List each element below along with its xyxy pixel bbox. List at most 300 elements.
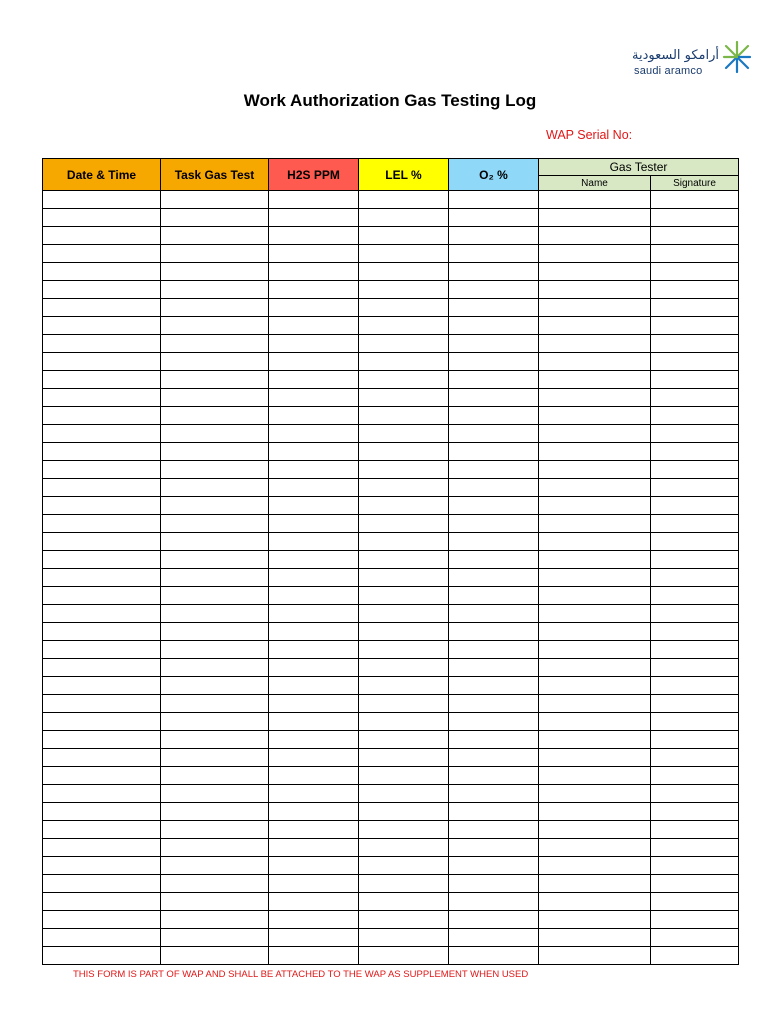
cell-date-time[interactable] — [43, 299, 161, 317]
cell-lel[interactable] — [359, 785, 449, 803]
cell-name[interactable] — [539, 731, 651, 749]
cell-lel[interactable] — [359, 209, 449, 227]
cell-h2s-ppm[interactable] — [269, 461, 359, 479]
cell-lel[interactable] — [359, 461, 449, 479]
cell-signature[interactable] — [651, 515, 739, 533]
cell-date-time[interactable] — [43, 263, 161, 281]
cell-o2[interactable] — [449, 929, 539, 947]
cell-h2s-ppm[interactable] — [269, 515, 359, 533]
cell-task-gas-test[interactable] — [161, 317, 269, 335]
cell-name[interactable] — [539, 335, 651, 353]
cell-date-time[interactable] — [43, 371, 161, 389]
cell-signature[interactable] — [651, 479, 739, 497]
cell-task-gas-test[interactable] — [161, 443, 269, 461]
cell-name[interactable] — [539, 353, 651, 371]
cell-task-gas-test[interactable] — [161, 587, 269, 605]
cell-o2[interactable] — [449, 695, 539, 713]
cell-task-gas-test[interactable] — [161, 551, 269, 569]
cell-name[interactable] — [539, 641, 651, 659]
cell-h2s-ppm[interactable] — [269, 821, 359, 839]
cell-h2s-ppm[interactable] — [269, 947, 359, 965]
cell-lel[interactable] — [359, 515, 449, 533]
cell-task-gas-test[interactable] — [161, 281, 269, 299]
cell-name[interactable] — [539, 929, 651, 947]
cell-name[interactable] — [539, 713, 651, 731]
cell-task-gas-test[interactable] — [161, 929, 269, 947]
cell-task-gas-test[interactable] — [161, 839, 269, 857]
cell-h2s-ppm[interactable] — [269, 245, 359, 263]
cell-h2s-ppm[interactable] — [269, 695, 359, 713]
cell-h2s-ppm[interactable] — [269, 857, 359, 875]
cell-lel[interactable] — [359, 245, 449, 263]
cell-date-time[interactable] — [43, 893, 161, 911]
cell-task-gas-test[interactable] — [161, 659, 269, 677]
cell-h2s-ppm[interactable] — [269, 839, 359, 857]
cell-signature[interactable] — [651, 875, 739, 893]
cell-o2[interactable] — [449, 497, 539, 515]
cell-h2s-ppm[interactable] — [269, 407, 359, 425]
cell-date-time[interactable] — [43, 767, 161, 785]
cell-h2s-ppm[interactable] — [269, 731, 359, 749]
cell-task-gas-test[interactable] — [161, 641, 269, 659]
cell-signature[interactable] — [651, 785, 739, 803]
cell-o2[interactable] — [449, 209, 539, 227]
cell-signature[interactable] — [651, 641, 739, 659]
cell-date-time[interactable] — [43, 785, 161, 803]
cell-task-gas-test[interactable] — [161, 497, 269, 515]
cell-h2s-ppm[interactable] — [269, 803, 359, 821]
cell-name[interactable] — [539, 515, 651, 533]
cell-name[interactable] — [539, 695, 651, 713]
cell-lel[interactable] — [359, 875, 449, 893]
cell-name[interactable] — [539, 389, 651, 407]
cell-signature[interactable] — [651, 299, 739, 317]
cell-date-time[interactable] — [43, 947, 161, 965]
cell-lel[interactable] — [359, 587, 449, 605]
cell-task-gas-test[interactable] — [161, 947, 269, 965]
cell-o2[interactable] — [449, 425, 539, 443]
cell-h2s-ppm[interactable] — [269, 785, 359, 803]
cell-o2[interactable] — [449, 893, 539, 911]
cell-task-gas-test[interactable] — [161, 569, 269, 587]
cell-task-gas-test[interactable] — [161, 893, 269, 911]
cell-lel[interactable] — [359, 857, 449, 875]
cell-task-gas-test[interactable] — [161, 191, 269, 209]
cell-h2s-ppm[interactable] — [269, 227, 359, 245]
cell-lel[interactable] — [359, 551, 449, 569]
cell-signature[interactable] — [651, 911, 739, 929]
cell-o2[interactable] — [449, 299, 539, 317]
cell-signature[interactable] — [651, 839, 739, 857]
cell-task-gas-test[interactable] — [161, 407, 269, 425]
cell-name[interactable] — [539, 191, 651, 209]
cell-name[interactable] — [539, 839, 651, 857]
cell-lel[interactable] — [359, 731, 449, 749]
cell-lel[interactable] — [359, 803, 449, 821]
cell-task-gas-test[interactable] — [161, 389, 269, 407]
cell-signature[interactable] — [651, 209, 739, 227]
cell-lel[interactable] — [359, 767, 449, 785]
cell-date-time[interactable] — [43, 749, 161, 767]
cell-lel[interactable] — [359, 911, 449, 929]
cell-h2s-ppm[interactable] — [269, 623, 359, 641]
cell-name[interactable] — [539, 245, 651, 263]
cell-o2[interactable] — [449, 659, 539, 677]
cell-h2s-ppm[interactable] — [269, 875, 359, 893]
cell-o2[interactable] — [449, 677, 539, 695]
cell-h2s-ppm[interactable] — [269, 263, 359, 281]
cell-task-gas-test[interactable] — [161, 425, 269, 443]
cell-h2s-ppm[interactable] — [269, 551, 359, 569]
cell-task-gas-test[interactable] — [161, 353, 269, 371]
cell-h2s-ppm[interactable] — [269, 281, 359, 299]
cell-h2s-ppm[interactable] — [269, 209, 359, 227]
cell-task-gas-test[interactable] — [161, 299, 269, 317]
cell-h2s-ppm[interactable] — [269, 893, 359, 911]
cell-o2[interactable] — [449, 569, 539, 587]
cell-task-gas-test[interactable] — [161, 515, 269, 533]
cell-h2s-ppm[interactable] — [269, 911, 359, 929]
cell-lel[interactable] — [359, 929, 449, 947]
cell-lel[interactable] — [359, 749, 449, 767]
cell-task-gas-test[interactable] — [161, 857, 269, 875]
cell-lel[interactable] — [359, 641, 449, 659]
cell-o2[interactable] — [449, 911, 539, 929]
cell-signature[interactable] — [651, 407, 739, 425]
cell-name[interactable] — [539, 677, 651, 695]
cell-lel[interactable] — [359, 191, 449, 209]
cell-name[interactable] — [539, 281, 651, 299]
cell-name[interactable] — [539, 659, 651, 677]
cell-date-time[interactable] — [43, 623, 161, 641]
cell-task-gas-test[interactable] — [161, 767, 269, 785]
cell-signature[interactable] — [651, 443, 739, 461]
cell-lel[interactable] — [359, 605, 449, 623]
cell-signature[interactable] — [651, 389, 739, 407]
cell-date-time[interactable] — [43, 515, 161, 533]
cell-task-gas-test[interactable] — [161, 677, 269, 695]
cell-name[interactable] — [539, 749, 651, 767]
cell-task-gas-test[interactable] — [161, 605, 269, 623]
cell-date-time[interactable] — [43, 569, 161, 587]
cell-date-time[interactable] — [43, 605, 161, 623]
cell-lel[interactable] — [359, 947, 449, 965]
cell-lel[interactable] — [359, 659, 449, 677]
cell-signature[interactable] — [651, 605, 739, 623]
cell-date-time[interactable] — [43, 461, 161, 479]
cell-lel[interactable] — [359, 227, 449, 245]
cell-task-gas-test[interactable] — [161, 803, 269, 821]
cell-o2[interactable] — [449, 281, 539, 299]
cell-name[interactable] — [539, 497, 651, 515]
cell-lel[interactable] — [359, 317, 449, 335]
cell-signature[interactable] — [651, 533, 739, 551]
cell-name[interactable] — [539, 263, 651, 281]
cell-task-gas-test[interactable] — [161, 749, 269, 767]
cell-name[interactable] — [539, 443, 651, 461]
cell-o2[interactable] — [449, 641, 539, 659]
cell-signature[interactable] — [651, 191, 739, 209]
cell-lel[interactable] — [359, 335, 449, 353]
cell-h2s-ppm[interactable] — [269, 389, 359, 407]
cell-o2[interactable] — [449, 947, 539, 965]
cell-o2[interactable] — [449, 749, 539, 767]
cell-date-time[interactable] — [43, 821, 161, 839]
cell-date-time[interactable] — [43, 389, 161, 407]
cell-o2[interactable] — [449, 407, 539, 425]
cell-lel[interactable] — [359, 695, 449, 713]
cell-signature[interactable] — [651, 227, 739, 245]
cell-signature[interactable] — [651, 623, 739, 641]
cell-date-time[interactable] — [43, 659, 161, 677]
cell-lel[interactable] — [359, 425, 449, 443]
cell-date-time[interactable] — [43, 839, 161, 857]
cell-date-time[interactable] — [43, 209, 161, 227]
cell-signature[interactable] — [651, 371, 739, 389]
cell-name[interactable] — [539, 407, 651, 425]
cell-h2s-ppm[interactable] — [269, 335, 359, 353]
cell-task-gas-test[interactable] — [161, 245, 269, 263]
cell-name[interactable] — [539, 821, 651, 839]
cell-task-gas-test[interactable] — [161, 371, 269, 389]
cell-o2[interactable] — [449, 605, 539, 623]
cell-name[interactable] — [539, 551, 651, 569]
cell-task-gas-test[interactable] — [161, 821, 269, 839]
cell-h2s-ppm[interactable] — [269, 533, 359, 551]
cell-date-time[interactable] — [43, 533, 161, 551]
cell-date-time[interactable] — [43, 245, 161, 263]
cell-name[interactable] — [539, 569, 651, 587]
cell-lel[interactable] — [359, 569, 449, 587]
cell-signature[interactable] — [651, 317, 739, 335]
cell-signature[interactable] — [651, 947, 739, 965]
cell-name[interactable] — [539, 785, 651, 803]
cell-name[interactable] — [539, 587, 651, 605]
cell-name[interactable] — [539, 893, 651, 911]
cell-lel[interactable] — [359, 623, 449, 641]
cell-o2[interactable] — [449, 767, 539, 785]
cell-h2s-ppm[interactable] — [269, 443, 359, 461]
cell-o2[interactable] — [449, 353, 539, 371]
cell-task-gas-test[interactable] — [161, 479, 269, 497]
cell-h2s-ppm[interactable] — [269, 659, 359, 677]
cell-name[interactable] — [539, 479, 651, 497]
cell-date-time[interactable] — [43, 803, 161, 821]
cell-lel[interactable] — [359, 443, 449, 461]
cell-o2[interactable] — [449, 839, 539, 857]
cell-lel[interactable] — [359, 389, 449, 407]
cell-task-gas-test[interactable] — [161, 911, 269, 929]
cell-h2s-ppm[interactable] — [269, 191, 359, 209]
cell-o2[interactable] — [449, 443, 539, 461]
cell-signature[interactable] — [651, 695, 739, 713]
cell-date-time[interactable] — [43, 857, 161, 875]
cell-date-time[interactable] — [43, 929, 161, 947]
cell-o2[interactable] — [449, 389, 539, 407]
cell-h2s-ppm[interactable] — [269, 479, 359, 497]
cell-signature[interactable] — [651, 857, 739, 875]
cell-o2[interactable] — [449, 245, 539, 263]
cell-name[interactable] — [539, 425, 651, 443]
cell-signature[interactable] — [651, 929, 739, 947]
cell-h2s-ppm[interactable] — [269, 353, 359, 371]
cell-lel[interactable] — [359, 497, 449, 515]
cell-name[interactable] — [539, 209, 651, 227]
cell-h2s-ppm[interactable] — [269, 317, 359, 335]
cell-h2s-ppm[interactable] — [269, 677, 359, 695]
cell-date-time[interactable] — [43, 353, 161, 371]
cell-date-time[interactable] — [43, 731, 161, 749]
cell-lel[interactable] — [359, 893, 449, 911]
cell-o2[interactable] — [449, 227, 539, 245]
cell-o2[interactable] — [449, 623, 539, 641]
cell-o2[interactable] — [449, 533, 539, 551]
cell-o2[interactable] — [449, 191, 539, 209]
cell-signature[interactable] — [651, 263, 739, 281]
cell-lel[interactable] — [359, 713, 449, 731]
cell-name[interactable] — [539, 623, 651, 641]
cell-signature[interactable] — [651, 659, 739, 677]
cell-name[interactable] — [539, 461, 651, 479]
cell-lel[interactable] — [359, 371, 449, 389]
cell-name[interactable] — [539, 317, 651, 335]
cell-signature[interactable] — [651, 767, 739, 785]
cell-date-time[interactable] — [43, 443, 161, 461]
cell-name[interactable] — [539, 875, 651, 893]
cell-h2s-ppm[interactable] — [269, 767, 359, 785]
cell-task-gas-test[interactable] — [161, 227, 269, 245]
cell-h2s-ppm[interactable] — [269, 497, 359, 515]
cell-name[interactable] — [539, 911, 651, 929]
cell-task-gas-test[interactable] — [161, 713, 269, 731]
cell-o2[interactable] — [449, 479, 539, 497]
cell-task-gas-test[interactable] — [161, 533, 269, 551]
cell-o2[interactable] — [449, 785, 539, 803]
cell-date-time[interactable] — [43, 677, 161, 695]
cell-signature[interactable] — [651, 245, 739, 263]
cell-signature[interactable] — [651, 353, 739, 371]
cell-task-gas-test[interactable] — [161, 623, 269, 641]
cell-h2s-ppm[interactable] — [269, 641, 359, 659]
cell-o2[interactable] — [449, 335, 539, 353]
cell-o2[interactable] — [449, 587, 539, 605]
cell-o2[interactable] — [449, 713, 539, 731]
cell-name[interactable] — [539, 857, 651, 875]
cell-name[interactable] — [539, 371, 651, 389]
cell-signature[interactable] — [651, 821, 739, 839]
cell-h2s-ppm[interactable] — [269, 425, 359, 443]
cell-signature[interactable] — [651, 803, 739, 821]
cell-h2s-ppm[interactable] — [269, 749, 359, 767]
cell-o2[interactable] — [449, 821, 539, 839]
cell-o2[interactable] — [449, 875, 539, 893]
cell-name[interactable] — [539, 767, 651, 785]
cell-signature[interactable] — [651, 497, 739, 515]
cell-date-time[interactable] — [43, 551, 161, 569]
cell-date-time[interactable] — [43, 641, 161, 659]
cell-lel[interactable] — [359, 479, 449, 497]
cell-o2[interactable] — [449, 731, 539, 749]
cell-o2[interactable] — [449, 263, 539, 281]
cell-date-time[interactable] — [43, 479, 161, 497]
cell-signature[interactable] — [651, 425, 739, 443]
cell-task-gas-test[interactable] — [161, 335, 269, 353]
cell-lel[interactable] — [359, 677, 449, 695]
cell-date-time[interactable] — [43, 281, 161, 299]
cell-name[interactable] — [539, 299, 651, 317]
cell-h2s-ppm[interactable] — [269, 713, 359, 731]
cell-lel[interactable] — [359, 407, 449, 425]
cell-lel[interactable] — [359, 839, 449, 857]
cell-signature[interactable] — [651, 713, 739, 731]
cell-date-time[interactable] — [43, 227, 161, 245]
cell-h2s-ppm[interactable] — [269, 587, 359, 605]
cell-name[interactable] — [539, 605, 651, 623]
cell-name[interactable] — [539, 227, 651, 245]
cell-name[interactable] — [539, 947, 651, 965]
cell-signature[interactable] — [651, 677, 739, 695]
cell-task-gas-test[interactable] — [161, 209, 269, 227]
cell-signature[interactable] — [651, 893, 739, 911]
cell-date-time[interactable] — [43, 875, 161, 893]
cell-date-time[interactable] — [43, 911, 161, 929]
cell-date-time[interactable] — [43, 191, 161, 209]
cell-h2s-ppm[interactable] — [269, 929, 359, 947]
cell-date-time[interactable] — [43, 425, 161, 443]
cell-signature[interactable] — [651, 551, 739, 569]
cell-h2s-ppm[interactable] — [269, 605, 359, 623]
cell-lel[interactable] — [359, 821, 449, 839]
cell-date-time[interactable] — [43, 713, 161, 731]
cell-signature[interactable] — [651, 281, 739, 299]
cell-name[interactable] — [539, 533, 651, 551]
cell-o2[interactable] — [449, 803, 539, 821]
cell-h2s-ppm[interactable] — [269, 569, 359, 587]
cell-task-gas-test[interactable] — [161, 785, 269, 803]
cell-o2[interactable] — [449, 371, 539, 389]
cell-signature[interactable] — [651, 569, 739, 587]
cell-date-time[interactable] — [43, 407, 161, 425]
cell-name[interactable] — [539, 803, 651, 821]
cell-date-time[interactable] — [43, 587, 161, 605]
cell-date-time[interactable] — [43, 335, 161, 353]
cell-task-gas-test[interactable] — [161, 695, 269, 713]
cell-h2s-ppm[interactable] — [269, 371, 359, 389]
cell-o2[interactable] — [449, 461, 539, 479]
cell-task-gas-test[interactable] — [161, 263, 269, 281]
cell-o2[interactable] — [449, 551, 539, 569]
cell-o2[interactable] — [449, 515, 539, 533]
cell-h2s-ppm[interactable] — [269, 299, 359, 317]
cell-lel[interactable] — [359, 299, 449, 317]
cell-signature[interactable] — [651, 461, 739, 479]
cell-o2[interactable] — [449, 317, 539, 335]
cell-lel[interactable] — [359, 353, 449, 371]
cell-date-time[interactable] — [43, 497, 161, 515]
cell-task-gas-test[interactable] — [161, 875, 269, 893]
cell-signature[interactable] — [651, 587, 739, 605]
cell-lel[interactable] — [359, 533, 449, 551]
cell-lel[interactable] — [359, 263, 449, 281]
cell-o2[interactable] — [449, 857, 539, 875]
cell-lel[interactable] — [359, 281, 449, 299]
cell-date-time[interactable] — [43, 317, 161, 335]
cell-date-time[interactable] — [43, 695, 161, 713]
cell-signature[interactable] — [651, 335, 739, 353]
cell-task-gas-test[interactable] — [161, 461, 269, 479]
cell-task-gas-test[interactable] — [161, 731, 269, 749]
cell-signature[interactable] — [651, 731, 739, 749]
